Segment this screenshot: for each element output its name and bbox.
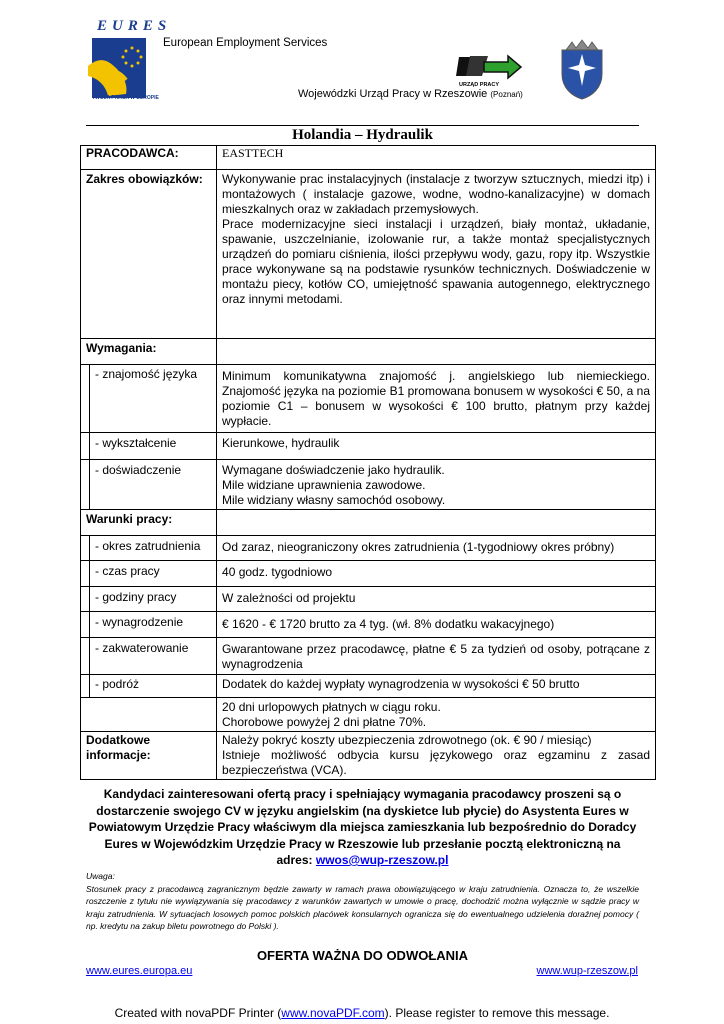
employer-row [81, 146, 656, 170]
conditions-label: Warunki pracy: [81, 510, 217, 536]
duties-row [81, 170, 656, 339]
footer-prefix: Created with novaPDF Printer ( [114, 1006, 282, 1020]
novapdf-link[interactable]: www.novaPDF.com [281, 1006, 385, 1020]
requirements-header-row [81, 339, 656, 365]
page-title: Holandia – Hydraulik [292, 127, 433, 143]
office-name-text: Wojewódzki Urząd Pracy w Rzeszowie [298, 88, 488, 100]
condition-value: Dodatek do każdej wypłaty wynagrodzenia w wysokości € 50 brutto [217, 675, 656, 698]
indent-cell [81, 433, 90, 460]
condition-value: Gwarantowane przez pracodawcę, płatne € 5 za tydzień od osoby, potrącane z wynagrodzenia [217, 638, 656, 675]
duties-label: Zakres obowiązków: [81, 170, 217, 339]
additional-value: Należy pokryć koszty ubezpieczenia zdrowotnego (ok. € 90 / miesiąc) Istnieje możliwość odbycia kursu językowego oraz egzaminu z zasad bezpieczeństwa (VCA). [217, 732, 656, 780]
vacation-row [81, 698, 656, 732]
candidates-instructions [86, 786, 639, 869]
coat-of-arms-icon [558, 38, 606, 100]
requirement-value: Wymagane doświadczenie jako hydraulik. Mile widziane uprawnienia zawodowe. Mile widziany własny samochód osobowy. [217, 460, 656, 510]
condition-value: W zależności od projektu [217, 587, 656, 612]
condition-label: - wynagrodzenie [90, 612, 217, 638]
condition-row [81, 612, 656, 638]
candidates-text: Kandydaci zainteresowani ofertą pracy i spełniający wymagania pracodawcy proszeni są o dostarczenie swojego CV w języku angielskim (na dyskietce lub płycie) do Asystenta Eures w Powiatowym Urzędzie Pracy właściwym dla miejsca zamieszkania lub bezpośrednio do Doradcy Eures w Wojewódzkim Urzędzie Pracy w Rzeszowie lub przesłanie pocztą elektroniczną na adres: [88, 787, 637, 867]
requirement-label: - wykształcenie [90, 433, 217, 460]
eures-word-logo: EURES [97, 18, 172, 34]
condition-row [81, 536, 656, 561]
requirement-label: - doświadczenie [90, 460, 217, 510]
condition-label: - godziny pracy [90, 587, 217, 612]
urzad-pracy-logo-text: URZĄD PRACY [459, 82, 500, 88]
condition-row [81, 675, 656, 698]
wup-website-link[interactable]: www.wup-rzeszow.pl [536, 965, 638, 977]
office-name [298, 88, 523, 100]
requirements-empty-cell [217, 339, 656, 365]
requirement-value: Minimum komunikatywna znajomość j. angielskiego lub niemieckiego. Znajomość języka na poziomie B1 promowana bonusem w wysokości € 50, a na poziomie C1 – bonusem w wysokości € 100 brutto, płatnym przy każdej wypłacie. [217, 365, 656, 433]
conditions-empty-cell [217, 510, 656, 536]
condition-value: 40 godz. tygodniowo [217, 561, 656, 587]
employer-value: EASTTECH [217, 146, 656, 170]
note-heading: Uwaga: [86, 871, 115, 881]
footer-suffix: ). Please register to remove this message. [384, 1006, 610, 1020]
additional-row [81, 732, 656, 780]
org-name: European Employment Services [163, 37, 328, 49]
vacation-value: 20 dni urlopowych płatnych w ciągu roku. Chorobowe powyżej 2 dni płatne 70%. [217, 698, 656, 732]
urzad-pracy-logo-icon [456, 52, 522, 88]
condition-value: € 1620 - € 1720 brutto za 4 tyg. (wł. 8% dodatku wakacyjnego) [217, 612, 656, 638]
indent-cell [81, 460, 90, 510]
indent-cell [81, 675, 90, 698]
indent-cell [81, 587, 90, 612]
condition-row [81, 587, 656, 612]
condition-label: - okres zatrudnienia [90, 536, 217, 561]
requirement-row [81, 460, 656, 510]
condition-label: - podróż [90, 675, 217, 698]
indent-cell [81, 561, 90, 587]
job-offer-table [80, 145, 656, 780]
novapdf-footer [0, 1006, 724, 1020]
office-city: (Poznań) [490, 90, 523, 99]
requirement-label: - znajomość języka [90, 365, 217, 433]
condition-label: - zakwaterowanie [90, 638, 217, 675]
condition-row [81, 561, 656, 587]
indent-cell [81, 536, 90, 561]
condition-row [81, 638, 656, 675]
requirement-row [81, 433, 656, 460]
offer-valid-notice: OFERTA WAŻNA DO ODWOŁANIA [256, 948, 469, 963]
conditions-header-row [81, 510, 656, 536]
indent-cell [81, 365, 90, 433]
requirements-label: Wymagania: [81, 339, 217, 365]
condition-value: Od zaraz, nieograniczony okres zatrudnienia (1-tygodniowy okres próbny) [217, 536, 656, 561]
requirement-row [81, 365, 656, 433]
additional-label: Dodatkowe informacje: [81, 732, 217, 780]
eures-tagline: TWOJA PRACA W EUROPIE [92, 95, 159, 101]
requirement-value: Kierunkowe, hydraulik [217, 433, 656, 460]
vacation-empty-cell [81, 698, 217, 732]
duties-value: Wykonywanie prac instalacyjnych (instalacje z tworzyw sztucznych, miedzi itp) i montażowych ( instalacje gazowe, wodne, wodno-kanalizacyjne) w domach mieszkalnych oraz w zakładach przemysłowych. Prace modernizacyjne sieci instalacji i urządzeń, biały montaż, układanie, spawanie, uszczelnianie, izolowanie rur, a także montaż specjalistycznych urządzeń do pomiaru ciśnienia, ilości przepływu wody, gazu, ropy itp. Wszystkie prace wykonywane są na podstawie rysunków technicznych. Doświadczenie w montażu piecy, kotłów CO, umiejętność spawania autogennego, elektrycznego oraz innymi metodami. [217, 170, 656, 339]
condition-label: - czas pracy [90, 561, 217, 587]
indent-cell [81, 612, 90, 638]
employer-label: PRACODAWCA: [81, 146, 217, 170]
indent-cell [81, 638, 90, 675]
note-text: Stosunek pracy z pracodawcą zagranicznym będzie zawarty w ramach prawa obowiązującego w kraju zatrudnienia. Oznacza to, że wszelkie roszczenie z tytułu nie wywiązywania się pracodawcy z warunków zawartych w umowie o pracę, dochodzić można wyłącznie w sądzie pracy w kraju zatrudnienia. W sytuacjach losowych pomoc polskich placówek konsularnych ogranicza się do ewentualnego udzielenia doraźnej pomocy ( np. kredytu na zakup biletu powrotnego do Polski ). [86, 884, 639, 932]
header-divider [86, 125, 639, 126]
contact-email-link[interactable]: wwos@wup-rzeszow.pl [315, 853, 449, 867]
eures-website-link[interactable]: www.eures.europa.eu [86, 965, 193, 977]
